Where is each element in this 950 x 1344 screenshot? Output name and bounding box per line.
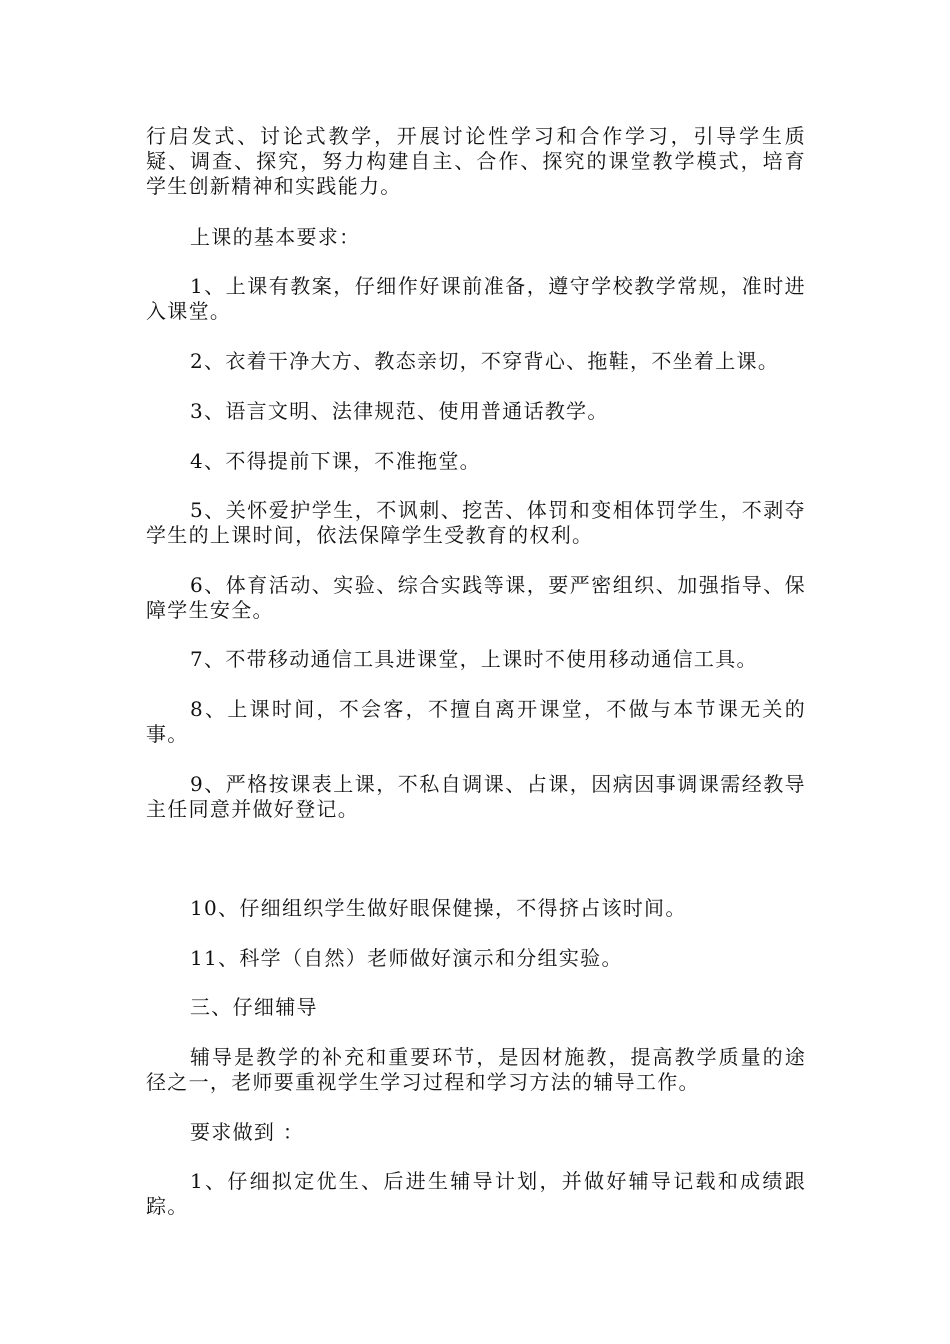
paragraph-item-2: 2、衣着干净大方、教态亲切，不穿背心、拖鞋，不坐着上课。 xyxy=(190,349,780,373)
paragraph-item-8: 8、上课时间，不会客，不擅自离开课堂，不做与本节课无关的事。 xyxy=(146,697,806,746)
paragraph-intro-continuation: 行启发式、讨论式教学，开展讨论性学习和合作学习，引导学生质疑、调查、探究，努力构建自主、合作、探究的课堂教学模式，培育学生创新精神和实践能力。 xyxy=(146,124,806,198)
section-heading-tutoring: 三、仔细辅导 xyxy=(190,995,318,1019)
paragraph-tutoring-requirements-heading: 要求做到 ： xyxy=(190,1120,305,1144)
paragraph-item-10: 10、仔细组织学生做好眼保健操，不得挤占该时间。 xyxy=(190,896,687,920)
paragraph-item-7: 7、不带移动通信工具进课堂，上课时不使用移动通信工具。 xyxy=(190,647,758,671)
paragraph-class-requirements-heading: 上课的基本要求： xyxy=(190,225,361,249)
paragraph-tutoring-description: 辅导是教学的补充和重要环节，是因材施教，提高教学质量的途径之一，老师要重视学生学习过程和学习方法的辅导工作。 xyxy=(146,1045,806,1094)
paragraph-item-1: 1、上课有教案，仔细作好课前准备，遵守学校教学常规，准时进入课堂。 xyxy=(146,274,806,323)
paragraph-tutoring-item-1: 1、仔细拟定优生、后进生辅导计划，并做好辅导记载和成绩跟踪。 xyxy=(146,1169,806,1218)
paragraph-item-3: 3、语言文明、法律规范、使用普通话教学。 xyxy=(190,399,609,423)
paragraph-item-6: 6、体育活动、实验、综合实践等课，要严密组织、加强指导、保障学生安全。 xyxy=(146,573,806,622)
paragraph-item-5: 5、关怀爱护学生，不讽刺、挖苦、体罚和变相体罚学生，不剥夺学生的上课时间，依法保障学生受教育的权利。 xyxy=(146,498,806,547)
paragraph-item-4: 4、不得提前下课，不准拖堂。 xyxy=(190,449,481,473)
paragraph-item-9: 9、严格按课表上课，不私自调课、占课，因病因事调课需经教导主任同意并做好登记。 xyxy=(146,772,806,821)
paragraph-item-11: 11、科学（自然）老师做好演示和分组实验。 xyxy=(190,946,623,970)
